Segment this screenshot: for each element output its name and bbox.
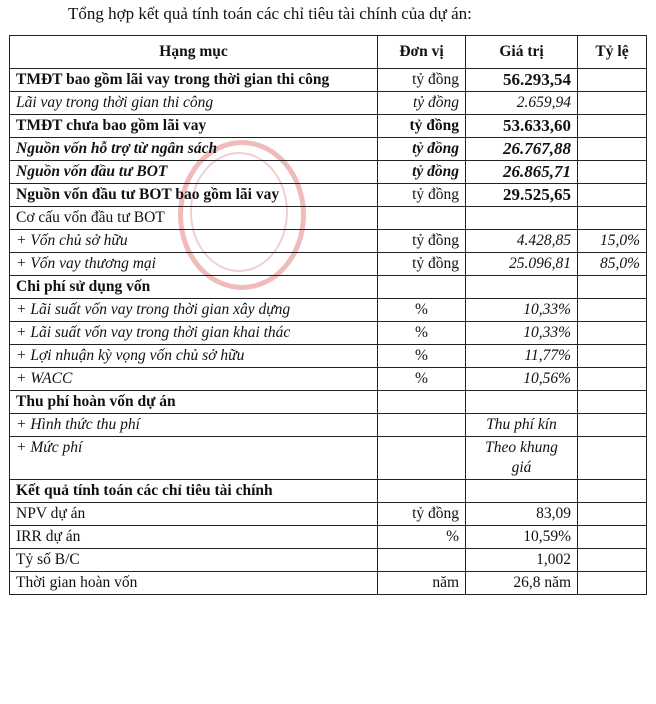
row-item: Thời gian hoàn vốn bbox=[10, 572, 378, 595]
table-row bbox=[10, 526, 647, 549]
row-unit: tỷ đồng bbox=[378, 230, 466, 253]
row-value: 56.293,54 bbox=[466, 69, 578, 92]
row-item: + Lãi suất vốn vay trong thời gian xây dựng bbox=[10, 299, 378, 322]
table-row bbox=[10, 322, 647, 345]
table-row bbox=[10, 437, 647, 480]
row-unit: tỷ đồng bbox=[378, 138, 466, 161]
table-row bbox=[10, 115, 647, 138]
table-row bbox=[10, 572, 647, 595]
row-value: 26.767,88 bbox=[466, 138, 578, 161]
table-row bbox=[10, 276, 647, 299]
row-unit: tỷ đồng bbox=[378, 69, 466, 92]
table-row bbox=[10, 549, 647, 572]
row-item: Cơ cấu vốn đầu tư BOT bbox=[10, 207, 378, 230]
row-value bbox=[466, 391, 578, 414]
table-row bbox=[10, 503, 647, 526]
header-value: Giá trị bbox=[466, 36, 578, 69]
row-unit bbox=[378, 391, 466, 414]
row-ratio bbox=[578, 138, 647, 161]
row-unit bbox=[378, 414, 466, 437]
row-unit: % bbox=[378, 526, 466, 549]
row-ratio bbox=[578, 184, 647, 207]
row-ratio bbox=[578, 368, 647, 391]
table-row bbox=[10, 414, 647, 437]
row-unit: tỷ đồng bbox=[378, 161, 466, 184]
table-row bbox=[10, 230, 647, 253]
row-item: + Mức phí bbox=[10, 437, 378, 480]
row-item: Kết quả tính toán các chỉ tiêu tài chính bbox=[10, 480, 378, 503]
table-row bbox=[10, 345, 647, 368]
row-value: 2.659,94 bbox=[466, 92, 578, 115]
row-ratio bbox=[578, 391, 647, 414]
row-item: + Lãi suất vốn vay trong thời gian khai thác bbox=[10, 322, 378, 345]
table-row bbox=[10, 69, 647, 92]
table-header-row bbox=[10, 36, 647, 69]
row-unit: % bbox=[378, 322, 466, 345]
row-unit bbox=[378, 207, 466, 230]
table-row bbox=[10, 161, 647, 184]
row-ratio bbox=[578, 503, 647, 526]
row-item: + Lợi nhuận kỳ vọng vốn chủ sở hữu bbox=[10, 345, 378, 368]
row-ratio bbox=[578, 69, 647, 92]
row-unit: tỷ đồng bbox=[378, 503, 466, 526]
row-item: NPV dự án bbox=[10, 503, 378, 526]
row-ratio bbox=[578, 549, 647, 572]
row-ratio bbox=[578, 526, 647, 549]
row-value: 25.096,81 bbox=[466, 253, 578, 276]
row-ratio bbox=[578, 480, 647, 503]
table-row bbox=[10, 299, 647, 322]
row-unit: năm bbox=[378, 572, 466, 595]
table-row bbox=[10, 184, 647, 207]
table-row bbox=[10, 368, 647, 391]
table-row bbox=[10, 391, 647, 414]
row-ratio bbox=[578, 92, 647, 115]
row-item: Tỷ số B/C bbox=[10, 549, 378, 572]
row-ratio: 15,0% bbox=[578, 230, 647, 253]
row-ratio bbox=[578, 115, 647, 138]
table-row bbox=[10, 480, 647, 503]
row-ratio bbox=[578, 207, 647, 230]
row-value: 10,59% bbox=[466, 526, 578, 549]
row-item: TMĐT chưa bao gồm lãi vay bbox=[10, 115, 378, 138]
row-item: Nguồn vốn đầu tư BOT bao gồm lãi vay bbox=[10, 184, 378, 207]
row-value bbox=[466, 207, 578, 230]
header-unit: Đơn vị bbox=[378, 36, 466, 69]
row-item: TMĐT bao gồm lãi vay trong thời gian thi công bbox=[10, 69, 378, 92]
row-ratio bbox=[578, 345, 647, 368]
row-item: + Vốn vay thương mại bbox=[10, 253, 378, 276]
header-item: Hạng mục bbox=[10, 36, 378, 69]
row-value: 26.865,71 bbox=[466, 161, 578, 184]
row-unit: % bbox=[378, 345, 466, 368]
row-unit: tỷ đồng bbox=[378, 253, 466, 276]
row-unit: tỷ đồng bbox=[378, 184, 466, 207]
row-value: 83,09 bbox=[466, 503, 578, 526]
row-ratio bbox=[578, 572, 647, 595]
row-item: Lãi vay trong thời gian thi công bbox=[10, 92, 378, 115]
row-ratio bbox=[578, 276, 647, 299]
row-item: + Vốn chủ sở hữu bbox=[10, 230, 378, 253]
row-value: Theo khung giá bbox=[466, 437, 578, 480]
row-value: 1,002 bbox=[466, 549, 578, 572]
row-item: + WACC bbox=[10, 368, 378, 391]
row-value: 26,8 năm bbox=[466, 572, 578, 595]
row-unit bbox=[378, 437, 466, 480]
row-unit: % bbox=[378, 368, 466, 391]
row-unit bbox=[378, 276, 466, 299]
row-item: Nguồn vốn hỗ trợ từ ngân sách bbox=[10, 138, 378, 161]
row-item: Nguồn vốn đầu tư BOT bbox=[10, 161, 378, 184]
row-value: 53.633,60 bbox=[466, 115, 578, 138]
row-item: + Hình thức thu phí bbox=[10, 414, 378, 437]
row-unit: % bbox=[378, 299, 466, 322]
row-ratio: 85,0% bbox=[578, 253, 647, 276]
row-unit: tỷ đồng bbox=[378, 115, 466, 138]
row-item: Chi phí sử dụng vốn bbox=[10, 276, 378, 299]
table-row bbox=[10, 92, 647, 115]
row-value: 11,77% bbox=[466, 345, 578, 368]
row-value bbox=[466, 480, 578, 503]
financial-summary-table bbox=[9, 35, 647, 595]
row-unit: tỷ đồng bbox=[378, 92, 466, 115]
row-value: 4.428,85 bbox=[466, 230, 578, 253]
row-item: Thu phí hoàn vốn dự án bbox=[10, 391, 378, 414]
row-ratio bbox=[578, 437, 647, 480]
row-value: 10,56% bbox=[466, 368, 578, 391]
row-ratio bbox=[578, 414, 647, 437]
table-row bbox=[10, 207, 647, 230]
row-value: 10,33% bbox=[466, 299, 578, 322]
row-ratio bbox=[578, 161, 647, 184]
row-unit bbox=[378, 549, 466, 572]
row-value bbox=[466, 276, 578, 299]
row-value: Thu phí kín bbox=[466, 414, 578, 437]
table-row bbox=[10, 138, 647, 161]
row-unit bbox=[378, 480, 466, 503]
row-value: 10,33% bbox=[466, 322, 578, 345]
row-ratio bbox=[578, 299, 647, 322]
table-row bbox=[10, 253, 647, 276]
intro-text: Tổng hợp kết quả tính toán các chỉ tiêu tài chính của dự án: bbox=[68, 4, 472, 23]
header-ratio: Tỷ lệ bbox=[578, 36, 647, 69]
row-item: IRR dự án bbox=[10, 526, 378, 549]
row-ratio bbox=[578, 322, 647, 345]
row-value: 29.525,65 bbox=[466, 184, 578, 207]
